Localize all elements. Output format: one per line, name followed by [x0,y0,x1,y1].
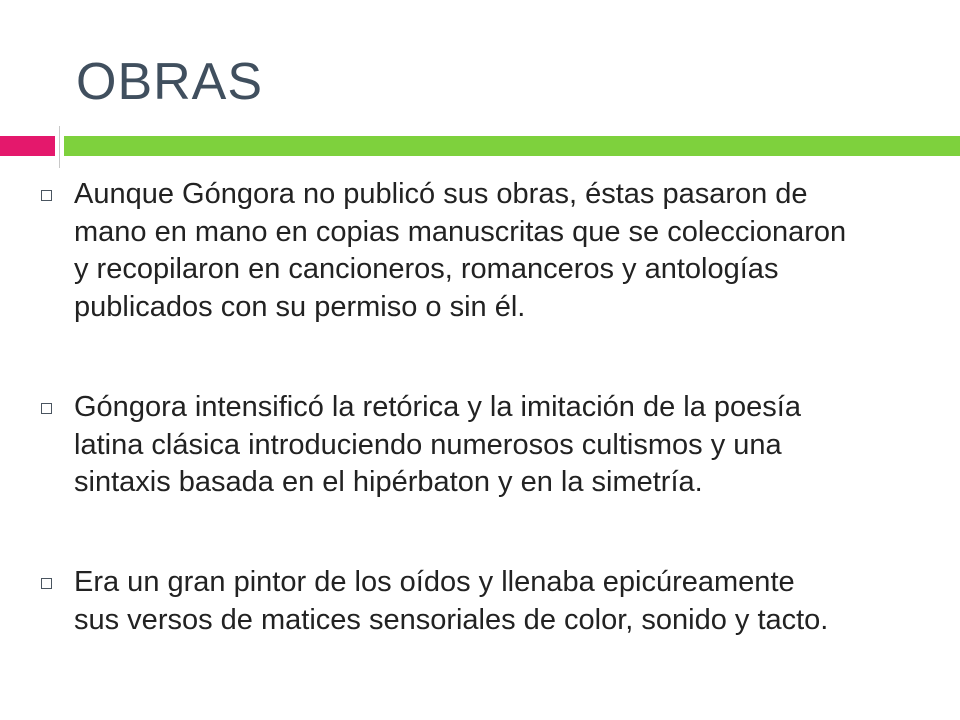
hollow-square-bullet-icon [41,190,52,201]
slide-title: OBRAS [76,53,264,111]
bullet-line: sintaxis basada en el hipérbaton y en la simetría. [74,466,703,498]
accent-bar-green [64,136,960,156]
bullet-line: Góngora intensificó la retórica y la imitación de la poesía [74,391,801,423]
bullet-text [74,176,846,326]
bullet-text [74,564,828,639]
bullet-line: latina clásica introduciendo numerosos cultismos y una [74,428,782,461]
accent-bar-divider [59,126,60,168]
bullet-line: y recopilaron en cancioneros, romanceros y antologías [74,253,779,285]
bullet-line: mano en mano en copias manuscritas que se coleccionaron [74,215,847,248]
hollow-square-bullet-icon [41,403,52,414]
bullet-text [74,389,801,502]
accent-bar-pink [0,136,55,156]
bullet-line: sus versos de matices sensoriales de color, sonido y tacto. [74,603,829,636]
bullet-line: Aunque Góngora no publicó sus obras, éstas pasaron de [74,178,808,210]
hollow-square-bullet-icon [41,578,52,589]
bullet-line: Era un gran pintor de los oídos y llenaba epicúreamente [74,566,795,598]
bullet-line: publicados con su permiso o sin él. [74,290,526,323]
